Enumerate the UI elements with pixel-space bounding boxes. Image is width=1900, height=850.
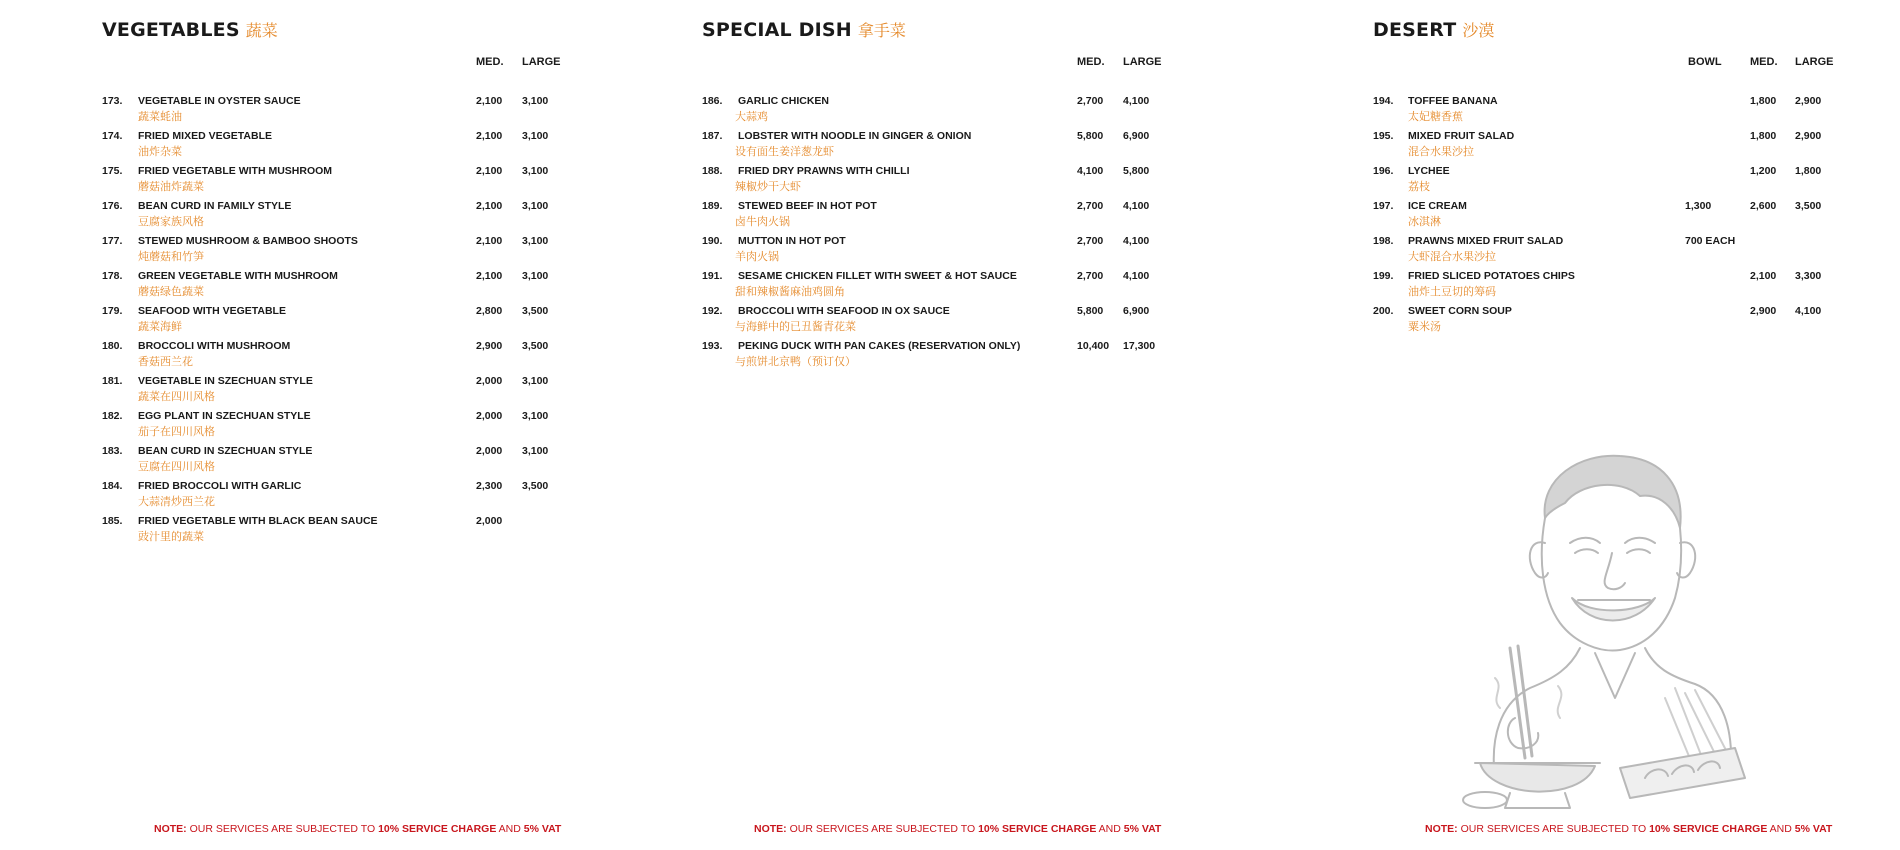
price-large: 3,100 — [522, 375, 549, 387]
price-large: 5,800 — [1123, 165, 1150, 177]
item-name-zh: 茄子在四川风格 — [138, 426, 215, 438]
item-number: 179. — [102, 305, 123, 317]
item-name: EGG PLANT IN SZECHUAN STYLE — [138, 410, 311, 422]
item-number: 182. — [102, 410, 123, 422]
price-med: 5,800 — [1077, 305, 1104, 317]
item-name: FRIED VEGETABLE WITH MUSHROOM — [138, 165, 333, 177]
price-large: 4,100 — [1123, 200, 1150, 212]
menu-item-row — [702, 165, 1172, 200]
menu-item-row — [702, 130, 1172, 165]
item-name-zh: 粟米汤 — [1408, 321, 1441, 333]
item-name-zh: 荔枝 — [1408, 181, 1430, 193]
item-number: 174. — [102, 130, 123, 142]
vegetables-section — [102, 0, 572, 850]
menu-item-row — [1373, 235, 1843, 270]
vegetables-list — [102, 95, 572, 550]
price-med: 2,100 — [476, 130, 503, 142]
item-name-zh: 设有面生姜洋葱龙虾 — [735, 146, 834, 158]
price-med: 5,800 — [1077, 130, 1104, 142]
menu-item-row — [1373, 165, 1843, 200]
price-med: 2,100 — [476, 95, 503, 107]
menu-item-row — [702, 305, 1172, 340]
menu-item-row — [102, 340, 572, 375]
item-name: BROCCOLI WITH SEAFOOD IN OX SAUCE — [738, 305, 950, 317]
item-name-zh: 大蒜清炒西兰花 — [138, 496, 215, 508]
item-name: GREEN VEGETABLE WITH MUSHROOM — [138, 270, 338, 282]
price-large: 3,100 — [522, 130, 549, 142]
item-number: 199. — [1373, 270, 1394, 282]
price-med: 10,400 — [1077, 340, 1110, 352]
menu-item-row — [702, 340, 1172, 375]
price-large: 3,100 — [522, 235, 549, 247]
item-number: 189. — [702, 200, 723, 212]
item-name-zh: 豉汁里的蔬菜 — [138, 531, 204, 543]
desert-title — [1373, 18, 1494, 41]
vegetables-title — [102, 18, 278, 41]
item-name-zh: 蘑菇油炸蔬菜 — [138, 181, 204, 193]
item-name-zh: 辣椒炒干大虾 — [735, 181, 801, 193]
item-name: PEKING DUCK WITH PAN CAKES (RESERVATION ONLY) — [738, 340, 1021, 352]
item-name-zh: 大蒜鸡 — [735, 111, 768, 123]
chef-caricature-illustration — [1460, 448, 1760, 818]
price-med: 2,100 — [476, 200, 503, 212]
item-name-zh: 冰淇淋 — [1408, 216, 1441, 228]
item-name: BEAN CURD IN SZECHUAN STYLE — [138, 445, 313, 457]
item-name: PRAWNS MIXED FRUIT SALAD — [1408, 235, 1564, 247]
item-number: 187. — [702, 130, 723, 142]
item-name-zh: 与煎饼北京鸭（预订仅） — [735, 356, 856, 368]
price-med: 2,700 — [1077, 270, 1104, 282]
item-name: MIXED FRUIT SALAD — [1408, 130, 1515, 142]
large-header: LARGE — [522, 56, 561, 68]
item-name: FRIED VEGETABLE WITH BLACK BEAN SAUCE — [138, 515, 378, 527]
item-number: 192. — [702, 305, 723, 317]
item-number: 183. — [102, 445, 123, 457]
item-number: 180. — [102, 340, 123, 352]
item-number: 176. — [102, 200, 123, 212]
price-med: 2,000 — [476, 410, 503, 422]
item-name: BEAN CURD IN FAMILY STYLE — [138, 200, 292, 212]
section-title-en: DESERT — [1373, 19, 1457, 41]
item-name: ICE CREAM — [1408, 200, 1467, 212]
item-number: 200. — [1373, 305, 1394, 317]
menu-item-row — [102, 445, 572, 480]
price-large: 4,100 — [1123, 270, 1150, 282]
price-med: 2,700 — [1077, 95, 1104, 107]
price-med: 1,800 — [1750, 130, 1777, 142]
item-number: 175. — [102, 165, 123, 177]
price-med: 1,800 — [1750, 95, 1777, 107]
price-med: 4,100 — [1077, 165, 1104, 177]
med-header: MED. — [476, 56, 504, 68]
item-name-zh: 香菇西兰花 — [138, 356, 193, 368]
price-med: 2,700 — [1077, 235, 1104, 247]
menu-item-row — [1373, 95, 1843, 130]
item-name-zh: 油炸杂菜 — [138, 146, 182, 158]
item-number: 186. — [702, 95, 723, 107]
item-number: 184. — [102, 480, 123, 492]
large-header: LARGE — [1123, 56, 1162, 68]
price-med: 2,800 — [476, 305, 503, 317]
bowl-header: BOWL — [1688, 56, 1722, 68]
price-large: 4,100 — [1123, 95, 1150, 107]
item-number: 190. — [702, 235, 723, 247]
item-name: FRIED SLICED POTATOES CHIPS — [1408, 270, 1575, 282]
section-title-zh: 沙漠 — [1462, 21, 1495, 40]
item-name: MUTTON IN HOT POT — [738, 235, 846, 247]
large-header: LARGE — [1795, 56, 1834, 68]
menu-item-row — [102, 95, 572, 130]
special-dish-title — [702, 18, 906, 41]
price-large: 1,800 — [1795, 165, 1822, 177]
med-header: MED. — [1077, 56, 1105, 68]
service-note: NOTE: OUR SERVICES ARE SUBJECTED TO 10% SERVICE CHARGE AND 5% VAT — [154, 823, 562, 835]
menu-item-row — [702, 95, 1172, 130]
item-name-zh: 太妃糖香蕉 — [1408, 111, 1463, 123]
price-med: 2,100 — [476, 165, 503, 177]
item-name: GARLIC CHICKEN — [738, 95, 829, 107]
price-med: 2,100 — [1750, 270, 1777, 282]
menu-item-row — [102, 270, 572, 305]
item-name: VEGETABLE IN OYSTER SAUCE — [138, 95, 301, 107]
menu-item-row — [102, 200, 572, 235]
price-med: 2,900 — [476, 340, 503, 352]
menu-item-row — [702, 235, 1172, 270]
price-med: 2,900 — [1750, 305, 1777, 317]
item-name-zh: 混合水果沙拉 — [1408, 146, 1474, 158]
item-name-zh: 甜和辣椒酱麻油鸡圆角 — [735, 286, 845, 298]
item-number: 181. — [102, 375, 123, 387]
price-med: 2,100 — [476, 235, 503, 247]
item-name-zh: 炖蘑菇和竹笋 — [138, 251, 204, 263]
item-name-zh: 豆腐在四川风格 — [138, 461, 215, 473]
item-name-zh: 卤牛肉火锅 — [735, 216, 790, 228]
price-large: 6,900 — [1123, 130, 1150, 142]
item-name: STEWED BEEF IN HOT POT — [738, 200, 877, 212]
item-name-zh: 蔬菜海鲜 — [138, 321, 182, 333]
service-note: NOTE: OUR SERVICES ARE SUBJECTED TO 10% SERVICE CHARGE AND 5% VAT — [754, 823, 1162, 835]
item-number: 185. — [102, 515, 123, 527]
section-title-zh: 蔬菜 — [245, 21, 278, 40]
item-name: VEGETABLE IN SZECHUAN STYLE — [138, 375, 313, 387]
menu-item-row — [702, 200, 1172, 235]
price-large: 6,900 — [1123, 305, 1150, 317]
item-name: FRIED MIXED VEGETABLE — [138, 130, 272, 142]
item-name-zh: 油炸土豆切的筹码 — [1408, 286, 1496, 298]
menu-item-row — [102, 410, 572, 445]
item-number: 177. — [102, 235, 123, 247]
price-bowl: 700 EACH — [1685, 235, 1736, 247]
item-name: LOBSTER WITH NOODLE IN GINGER & ONION — [738, 130, 972, 142]
item-number: 193. — [702, 340, 723, 352]
item-name: BROCCOLI WITH MUSHROOM — [138, 340, 291, 352]
price-large: 3,300 — [1795, 270, 1822, 282]
price-large: 3,500 — [522, 340, 549, 352]
menu-item-row — [102, 480, 572, 515]
item-name: SWEET CORN SOUP — [1408, 305, 1512, 317]
price-med: 2,300 — [476, 480, 503, 492]
menu-item-row — [1373, 305, 1843, 340]
item-number: 178. — [102, 270, 123, 282]
price-med: 2,700 — [1077, 200, 1104, 212]
item-name: SEAFOOD WITH VEGETABLE — [138, 305, 286, 317]
item-number: 191. — [702, 270, 723, 282]
item-name-zh: 与海鲜中的已丑酱青花菜 — [735, 321, 856, 333]
menu-item-row — [102, 130, 572, 165]
price-large: 3,500 — [1795, 200, 1822, 212]
menu-item-row — [102, 305, 572, 340]
item-number: 188. — [702, 165, 723, 177]
menu-item-row — [102, 375, 572, 410]
item-name-zh: 豆腐家族风格 — [138, 216, 204, 228]
price-large: 17,300 — [1123, 340, 1156, 352]
item-name: TOFFEE BANANA — [1408, 95, 1498, 107]
price-large: 3,100 — [522, 410, 549, 422]
price-med: 2,000 — [476, 515, 503, 527]
service-note: NOTE: OUR SERVICES ARE SUBJECTED TO 10% SERVICE CHARGE AND 5% VAT — [1425, 823, 1833, 835]
menu-item-row — [102, 235, 572, 270]
menu-item-row — [1373, 200, 1843, 235]
price-med: 2,100 — [476, 270, 503, 282]
desert-list — [1373, 95, 1843, 340]
med-header: MED. — [1750, 56, 1778, 68]
price-large: 3,100 — [522, 95, 549, 107]
price-large: 2,900 — [1795, 95, 1822, 107]
price-large: 4,100 — [1123, 235, 1150, 247]
menu-item-row — [702, 270, 1172, 305]
item-name: STEWED MUSHROOM & BAMBOO SHOOTS — [138, 235, 358, 247]
item-name: FRIED BROCCOLI WITH GARLIC — [138, 480, 302, 492]
price-large: 3,100 — [522, 200, 549, 212]
item-number: 197. — [1373, 200, 1394, 212]
item-name: LYCHEE — [1408, 165, 1450, 177]
item-number: 194. — [1373, 95, 1394, 107]
price-med: 2,000 — [476, 375, 503, 387]
special-dish-section — [702, 0, 1172, 850]
item-name-zh: 大虾混合水果沙拉 — [1408, 251, 1496, 263]
item-name-zh: 羊肉火锅 — [735, 251, 779, 263]
menu-item-row — [102, 515, 572, 550]
menu-item-row — [102, 165, 572, 200]
price-med: 2,000 — [476, 445, 503, 457]
special-dish-list — [702, 95, 1172, 375]
item-name: SESAME CHICKEN FILLET WITH SWEET & HOT SAUCE — [738, 270, 1017, 282]
section-title-zh: 拿手菜 — [857, 21, 906, 40]
price-med: 1,200 — [1750, 165, 1777, 177]
price-med: 2,600 — [1750, 200, 1777, 212]
price-large: 3,500 — [522, 305, 549, 317]
item-number: 195. — [1373, 130, 1394, 142]
price-large: 3,100 — [522, 165, 549, 177]
item-name-zh: 蔬菜蚝油 — [138, 111, 182, 123]
price-large: 3,500 — [522, 480, 549, 492]
menu-item-row — [1373, 270, 1843, 305]
price-bowl: 1,300 — [1685, 200, 1712, 212]
menu-item-row — [1373, 130, 1843, 165]
price-large: 2,900 — [1795, 130, 1822, 142]
section-title-en: VEGETABLES — [102, 19, 240, 41]
price-large: 4,100 — [1795, 305, 1822, 317]
item-number: 173. — [102, 95, 123, 107]
item-name-zh: 蔬菜在四川风格 — [138, 391, 215, 403]
item-number: 198. — [1373, 235, 1394, 247]
section-title-en: SPECIAL DISH — [702, 19, 852, 41]
price-large: 3,100 — [522, 270, 549, 282]
item-number: 196. — [1373, 165, 1394, 177]
item-name: FRIED DRY PRAWNS WITH CHILLI — [738, 165, 910, 177]
price-large: 3,100 — [522, 445, 549, 457]
item-name-zh: 蘑菇绿色蔬菜 — [138, 286, 204, 298]
